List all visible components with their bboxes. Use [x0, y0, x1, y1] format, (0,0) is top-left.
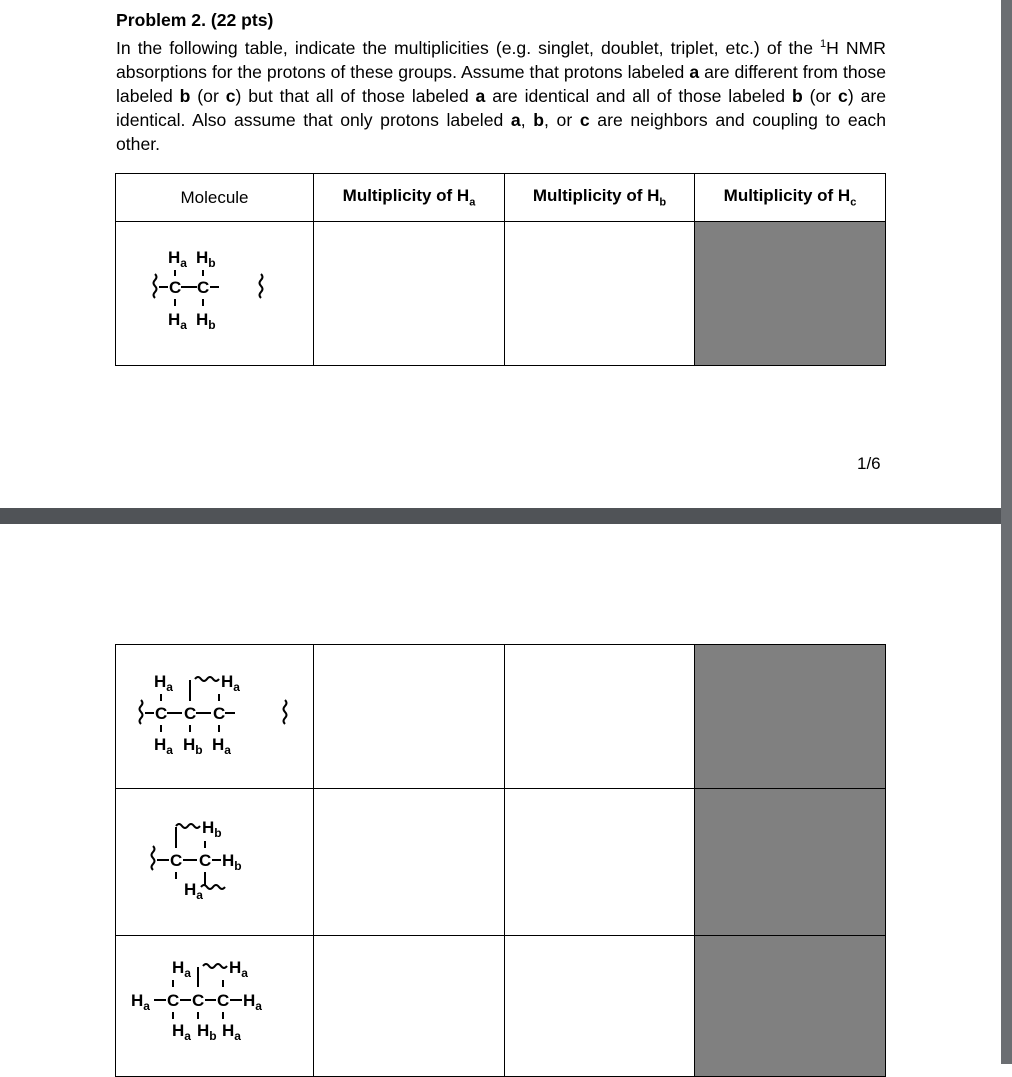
table-row: [116, 789, 886, 936]
shaded-hc-cell: [695, 645, 886, 789]
shaded-hc-cell: [695, 789, 886, 936]
atom-label: C: [170, 851, 183, 870]
header-molecule: Molecule: [116, 174, 314, 222]
atom-label: $H_a$: [184, 880, 203, 902]
atom-label: C: [169, 278, 182, 297]
molecule-3-cell: [116, 789, 314, 936]
problem-intro: [116, 8, 886, 156]
table-row: [116, 936, 886, 1077]
atom-label: C: [167, 991, 180, 1010]
molecule-1-structure: [116, 222, 313, 365]
atom-label: $H_b$: [197, 1021, 217, 1043]
answer-ha-cell[interactable]: [314, 789, 505, 936]
atom-label: C: [192, 991, 205, 1010]
molecule-1-cell: [116, 222, 314, 366]
atom-label: C: [155, 704, 168, 723]
atom-label: $H_a$: [168, 310, 187, 332]
atom-label: $H_b$: [196, 310, 216, 332]
multiplicity-table-page1: [115, 173, 886, 366]
atom-label: $H_a$: [222, 1021, 241, 1043]
atom-label: C: [199, 851, 212, 870]
page-number: 1/6: [857, 454, 881, 473]
atom-label: $H_a$: [131, 991, 150, 1013]
answer-ha-cell[interactable]: [314, 936, 505, 1077]
table-row: [116, 222, 886, 366]
atom-label: $H_a$: [221, 672, 240, 694]
answer-hb-cell[interactable]: [505, 645, 695, 789]
answer-hb-cell[interactable]: [505, 789, 695, 936]
problem-text: In the following table, indicate the multiplicities (e.g. singlet, doublet, triplet, etc.) of the $^1$H NMR absorptions for the protons of these groups. Assume that protons labeled a are different from those labeled b (or c) but that all of those labeled a are identical and all of those labeled b (or c) are identical. Also assume that only protons labeled a, b, or c are neighbors and coupling to each other.: [116, 37, 887, 154]
molecule-2-structure: [116, 645, 313, 788]
molecule-4-structure: [116, 936, 313, 1076]
atom-label: $H_a$: [172, 1021, 191, 1043]
atom-label: $H_a$: [168, 248, 187, 270]
multiplicity-table-page2: [115, 644, 886, 1077]
pdf-page-1: [0, 0, 1002, 508]
atom-label: $H_b$: [202, 818, 222, 840]
table-row: [116, 645, 886, 789]
molecule-4-cell: [116, 936, 314, 1077]
pdf-page-2: [0, 524, 1001, 1064]
atom-label: C: [213, 704, 226, 723]
molecule-3-structure: [116, 789, 313, 935]
answer-ha-cell[interactable]: [314, 222, 505, 366]
problem-title: Problem 2. (22 pts): [116, 10, 274, 30]
table-header-row: [116, 174, 886, 222]
viewer-scrollbar-track[interactable]: [1001, 0, 1012, 1064]
atom-label: $H_a$: [243, 991, 262, 1013]
header-multiplicity-ha: Multiplicity of $H_a$: [314, 174, 505, 222]
atom-label: C: [197, 278, 210, 297]
atom-label: $H_a$: [172, 958, 191, 980]
atom-label: $H_b$: [222, 851, 242, 873]
header-multiplicity-hc: Multiplicity of $H_c$: [695, 174, 886, 222]
atom-label: $H_b$: [196, 248, 216, 270]
page-gap: [0, 508, 1012, 524]
atom-label: $H_a$: [154, 735, 173, 757]
atom-label: $H_b$: [183, 735, 203, 757]
atom-label: $H_a$: [154, 672, 173, 694]
atom-label: $H_a$: [229, 958, 248, 980]
answer-hb-cell[interactable]: [505, 222, 695, 366]
header-multiplicity-hb: Multiplicity of $H_b$: [505, 174, 695, 222]
atom-label: $H_a$: [212, 735, 231, 757]
atom-label: C: [184, 704, 197, 723]
molecule-2-cell: [116, 645, 314, 789]
answer-hb-cell[interactable]: [505, 936, 695, 1077]
shaded-hc-cell: [695, 222, 886, 366]
atom-label: C: [217, 991, 230, 1010]
answer-ha-cell[interactable]: [314, 645, 505, 789]
shaded-hc-cell: [695, 936, 886, 1077]
